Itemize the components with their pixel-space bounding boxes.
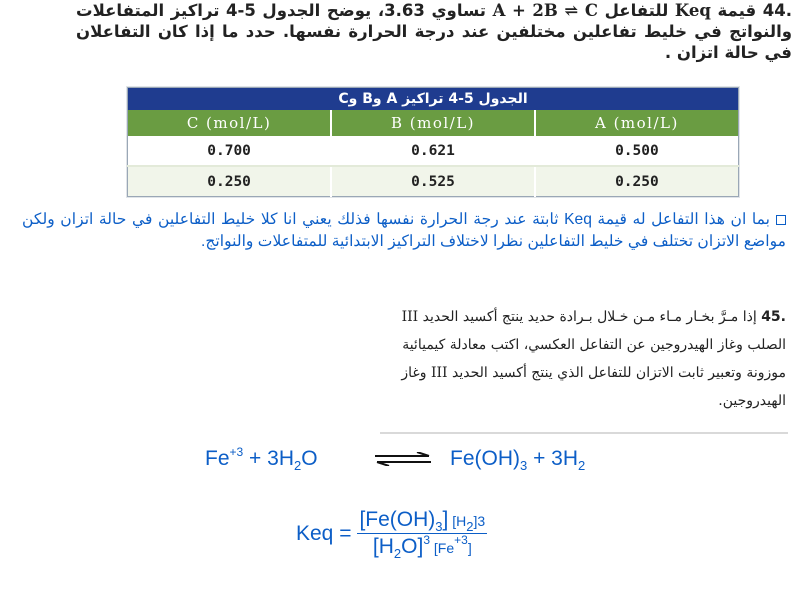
keq-denominator (373, 534, 472, 559)
denominator-term: [H (372, 535, 394, 558)
keq-fraction (357, 508, 487, 559)
table-cell: 0.525 (331, 166, 535, 197)
answer-text: ثابتة عند رجة الحرارة نفسها فذلك يعني انا كلا خليط التفاعلين في حالة اتزان ولكن مواضع الاتزان تختلف في خليط التفاعلين نظرا لاختلاف التراكيز الابتدائية للمتفاعلات والنواتج. (22, 211, 786, 250)
question-text: إذا مـرَّ بخـار مـاء مـن خـلال بـرادة حديد ينتج أكسيد الحديد III الصلب وغاز الهيدروجين عن التفاعل العكسي، اكتب معادلة كيميائية موزونة وتعبير ثابت الاتزان للتفاعل الذي ينتج أكسيد الحديد III وغاز الهيدروجين. (401, 309, 786, 409)
hydrogen-coefficient: + 3H (527, 447, 579, 470)
denominator-charge: +3 (454, 533, 468, 547)
keq-expression-label: Keq = (296, 521, 352, 545)
hydrogen-subscript: 2 (578, 458, 586, 473)
water-coefficient: + 3H (243, 447, 294, 470)
answer-text: بما ان هذا التفاعل له قيمة (591, 211, 770, 228)
numerator-exponent: 3 (477, 513, 486, 529)
water-oxygen: O (301, 447, 318, 470)
reaction-equation: A + 2B ⇌ C (492, 1, 598, 20)
question-text: تساوي (424, 1, 493, 20)
table-header-cell: C (mol/L) (128, 110, 332, 136)
denominator-subscript: 2 (393, 546, 402, 561)
table-cell: 0.250 (128, 166, 332, 197)
numerator-term: [Fe(OH) (359, 508, 436, 531)
question-45 (380, 303, 786, 415)
table-row (128, 136, 739, 166)
denominator-exponent: 3 (423, 533, 431, 547)
water-subscript: 2 (293, 458, 302, 473)
table-cell: 0.621 (331, 136, 535, 166)
numerator-bracket: ] (442, 508, 449, 531)
balanced-reaction (205, 445, 586, 473)
numerator-term: [H (448, 513, 467, 529)
iron-symbol: Fe (205, 447, 230, 470)
table-row (128, 166, 739, 197)
question-text: تراكيز المتفاعلات والنواتج في خليط تفاعلين مختلفين عند درجة الحرارة نفسها. حدد ما إذا كان التفاعلان في حالة اتزان . (76, 1, 792, 62)
keq-expression (296, 508, 487, 559)
checkbox-bullet-icon (776, 215, 786, 225)
keq-label: Keq (564, 211, 592, 228)
table-header-row (128, 110, 739, 136)
keq-label: Keq (674, 1, 711, 20)
question-text: ، يوضح (320, 1, 385, 20)
question-number: 44. (762, 1, 792, 20)
divider (380, 432, 788, 434)
denominator-bracket: O] (401, 535, 424, 558)
iron-charge: +3 (229, 445, 244, 459)
numerator-subscript: 2 (466, 519, 474, 534)
question-44 (76, 0, 792, 63)
question-text: للتفاعل (597, 1, 675, 20)
table-caption: الجدول 5-4 تراكيز A وB وC (128, 88, 739, 111)
table-header-cell: B (mol/L) (331, 110, 535, 136)
question-text: قيمة (710, 1, 757, 20)
concentration-table (127, 87, 739, 197)
table-header-cell: A (mol/L) (535, 110, 739, 136)
question-number: 45. (761, 309, 786, 325)
reactants (205, 445, 318, 473)
numerator-subscript: 3 (435, 519, 443, 534)
table-cell: 0.500 (535, 136, 739, 166)
hydroxide-subscript: 3 (520, 458, 528, 473)
iron-hydroxide: Fe(OH) (450, 447, 520, 470)
numerator-bracket: ] (473, 513, 478, 529)
denominator-term: [Fe (430, 540, 455, 556)
denominator-bracket: ] (467, 540, 472, 556)
keq-value: 3.63 (384, 1, 425, 20)
products (450, 447, 585, 471)
equilibrium-arrows-icon (373, 452, 433, 466)
table-cell: 0.700 (128, 136, 332, 166)
answer-44 (22, 209, 786, 253)
keq-numerator (357, 508, 487, 534)
table-reference: الجدول 5-4 (226, 1, 321, 20)
table-cell: 0.250 (535, 166, 739, 197)
